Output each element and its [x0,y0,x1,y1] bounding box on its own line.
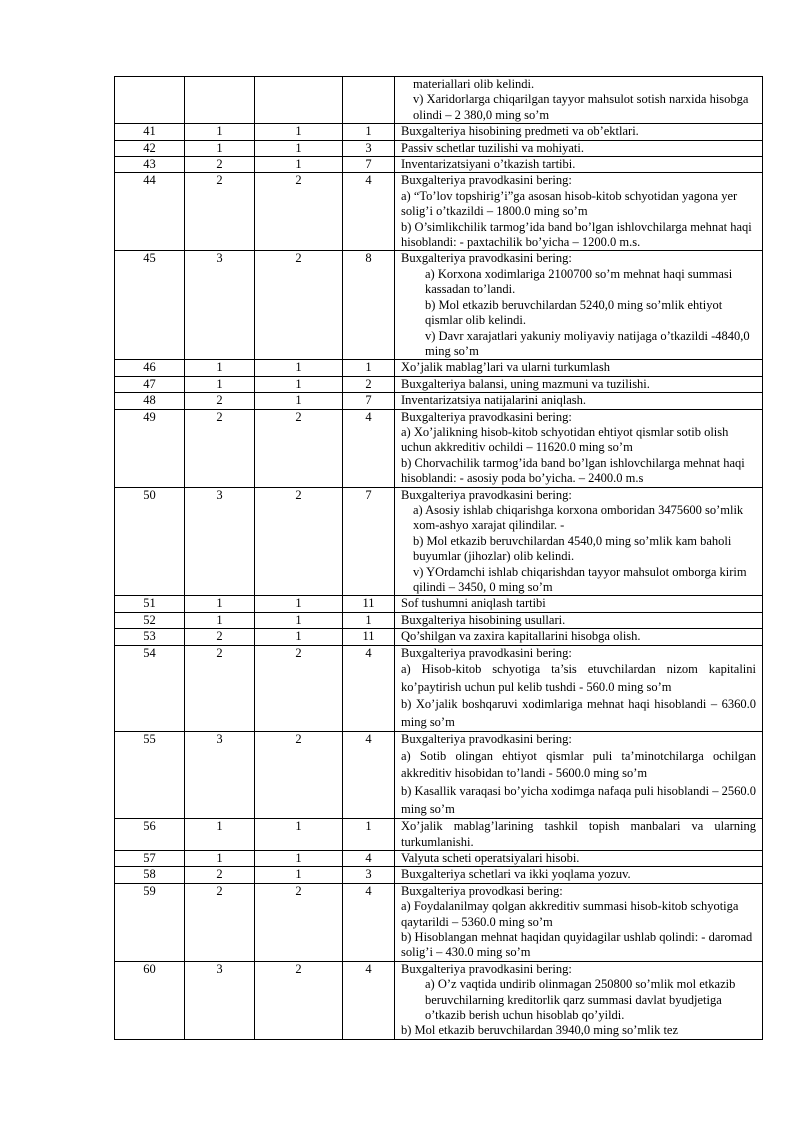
question-line: a) Asosiy ishlab chiqarishga korxona omboridan 3475600 so’mlik xom-ashyo xarajat qilindilar. - [413,502,744,533]
question-text-cell [395,629,763,645]
question-number-cell: 53 [115,629,185,645]
question-number-cell: 44 [115,173,185,251]
question-line: v) Davr xarajatlari yakuniy moliyaviy natijaga o’tkazildi -4840,0 ming so’m [425,328,750,358]
question-text-cell [395,645,763,732]
table-row [115,251,763,360]
question-line: v) YOrdamchi ishlab chiqarishdan tayyor mahsulot omborga kirim qilindi – 3450, 0 ming so’m [413,564,747,594]
question-number-cell: 43 [115,157,185,173]
question-text-cell [395,251,763,360]
question-number-cell: 58 [115,867,185,883]
question-line: Passiv schetlar tuzilishi va mohiyati. [401,140,584,155]
question-number-cell: 60 [115,961,185,1039]
question-line: b) Chorvachilik tarmog’ida band bo’lgan ishlovchilarga mehnat haqi hisoblandi: - asosiy poda bo’yicha. – 2400.0 m.s [401,455,745,486]
question-line: Xo’jalik mablag’lari va ularni turkumlash [401,360,610,375]
category-cell: 1 [255,629,343,645]
question-line: a) Foydalanilmay qolgan akkreditiv summasi hisob-kitob schyotiga qaytarildi – 5360.0 ming so’m [401,899,739,929]
table-row [115,883,763,961]
question-line: Sof tushumni aniqlash tartibi [401,596,546,611]
category-cell: 1 [255,612,343,628]
question-line: b) Xo’jalik boshqaruvi xodimlariga mehnat haqi hisoblandi – 6360.0 ming so’m [401,697,756,729]
difficulty-cell: 2 [185,867,255,883]
question-number-cell: 57 [115,851,185,867]
difficulty-cell: 1 [185,819,255,851]
question-number-cell: 50 [115,487,185,596]
category-cell: 1 [255,157,343,173]
question-text-cell [395,360,763,376]
category-cell: 1 [255,851,343,867]
category-cell: 1 [255,596,343,612]
question-line: Qo’shilgan va zaxira kapitallarini hisobga olish. [401,629,641,644]
category-cell: 2 [255,251,343,360]
topic-cell: 4 [343,645,395,732]
topic-cell: 11 [343,596,395,612]
category-cell [255,77,343,124]
question-line: Buxgalteriya pravodkasini bering: [401,409,572,424]
table-row [115,596,763,612]
question-line: Inventarizatsiya natijalarini aniqlash. [401,393,586,408]
topic-cell: 1 [343,612,395,628]
topic-cell: 1 [343,124,395,140]
topic-cell: 11 [343,629,395,645]
table-row [115,961,763,1039]
table-row [115,629,763,645]
topic-cell: 3 [343,867,395,883]
table-row [115,157,763,173]
difficulty-cell: 2 [185,393,255,409]
category-cell: 2 [255,173,343,251]
topic-cell: 7 [343,393,395,409]
question-number-cell: 54 [115,645,185,732]
document-page [114,76,762,1040]
difficulty-cell: 1 [185,851,255,867]
difficulty-cell: 3 [185,961,255,1039]
difficulty-cell: 2 [185,629,255,645]
difficulty-cell: 2 [185,409,255,487]
question-line: b) Hisoblangan mehnat haqidan quyidagilar ushlab qolindi: - daromad solig’i – 430.0 ming so’m [401,930,753,960]
question-line: b) O’simlikchilik tarmog’ida band bo’lgan ishlovchilarga mehnat haqi hisoblandi: - paxtachilik bo’yicha – 1200.0 m.s. [401,219,752,250]
question-number-cell: 48 [115,393,185,409]
question-text-cell [395,376,763,392]
question-text-cell [395,393,763,409]
topic-cell: 4 [343,851,395,867]
question-line: b) Mol etkazib beruvchilardan 3940,0 ming so’mlik tez [401,1023,679,1038]
category-cell: 2 [255,732,343,819]
difficulty-cell: 3 [185,732,255,819]
table-row [115,851,763,867]
question-line: Inventarizatsiyani o’tkazish tartibi. [401,157,576,172]
difficulty-cell: 2 [185,173,255,251]
question-line: Buxgalteriya pravodkasini bering: [401,251,572,266]
topic-cell [343,77,395,124]
question-line: a) Hisob-kitob schyotiga ta’sis etuvchilardan nizom kapitalini ko’paytirish uchun pul kelib tushdi - 560.0 ming so’m [401,662,756,694]
category-cell: 1 [255,376,343,392]
difficulty-cell: 2 [185,645,255,732]
question-line: materiallari olib kelindi. [413,77,535,91]
question-number-cell: 46 [115,360,185,376]
category-cell: 1 [255,867,343,883]
table-row [115,409,763,487]
difficulty-cell: 2 [185,883,255,961]
question-number-cell: 55 [115,732,185,819]
difficulty-cell: 3 [185,487,255,596]
category-cell: 2 [255,883,343,961]
table-row [115,612,763,628]
topic-cell: 4 [343,961,395,1039]
question-number-cell [115,77,185,124]
question-number-cell: 42 [115,140,185,156]
question-number-cell: 45 [115,251,185,360]
question-number-cell: 49 [115,409,185,487]
question-line: Buxgalteriya pravodkasini bering: [401,487,572,502]
topic-cell: 4 [343,409,395,487]
question-line: Buxgalteriya hisobining usullari. [401,612,566,627]
table-row [115,173,763,251]
question-line: Buxgalteriya pravodkasini bering: [401,961,572,976]
question-text-cell [395,851,763,867]
question-text-cell [395,173,763,251]
question-number-cell: 59 [115,883,185,961]
question-line: a) Sotib olingan ehtiyot qismlar puli ta’minotchilarga ochilgan akkreditiv hisobidan to’landi - 5600.0 ming so’m [401,748,756,781]
category-cell: 2 [255,645,343,732]
question-line: Buxgalteriya schetlari va ikki yoqlama yozuv. [401,867,631,882]
question-text-cell [395,883,763,961]
category-cell: 1 [255,140,343,156]
question-number-cell: 51 [115,596,185,612]
table-row [115,819,763,851]
category-cell: 2 [255,409,343,487]
difficulty-cell: 1 [185,124,255,140]
difficulty-cell: 1 [185,140,255,156]
topic-cell: 4 [343,883,395,961]
question-line: b) Mol etkazib beruvchilardan 5240,0 ming so’mlik ehtiyot qismlar olib kelindi. [425,297,723,328]
question-line: Buxgalteriya hisobining predmeti va ob’ektlari. [401,124,639,139]
questions-table [114,76,763,1040]
question-line: Buxgalteriya balansi, uning mazmuni va tuzilishi. [401,376,650,391]
question-text-cell [395,409,763,487]
table-row [115,376,763,392]
question-text-cell [395,157,763,173]
difficulty-cell: 1 [185,376,255,392]
difficulty-cell: 2 [185,157,255,173]
category-cell: 2 [255,487,343,596]
question-line: Buxgalteriya pravodkasini bering: [401,645,572,660]
question-number-cell: 47 [115,376,185,392]
topic-cell: 1 [343,360,395,376]
category-cell: 1 [255,393,343,409]
question-line: Buxgalteriya pravodkasini bering: [401,173,572,188]
topic-cell: 4 [343,173,395,251]
table-row [115,867,763,883]
question-line: a) “To’lov topshirig’i”ga asosan hisob-kitob schyotidan yagona yer solig’i o’tkazildi – 1800.0 ming so’m [401,188,738,219]
table-row [115,487,763,596]
category-cell: 1 [255,360,343,376]
question-text-cell [395,487,763,596]
table-row [115,140,763,156]
table-row [115,393,763,409]
difficulty-cell: 1 [185,596,255,612]
question-line: b) Kasallik varaqasi bo’yicha xodimga nafaqa puli hisoblandi – 2560.0 ming so’m [401,784,756,816]
question-line: b) Mol etkazib beruvchilardan 4540,0 ming so’mlik kam baholi buyumlar (jihozlar) olib kelindi. [413,533,732,564]
question-number-cell: 56 [115,819,185,851]
question-line: a) O’z vaqtida undirib olinmagan 250800 so’mlik mol etkazib beruvchilarning kreditorlik qarz summasi davlat byudjetiga o’tkazib berish uchun hisoblab qo’yildi. [425,977,736,1023]
question-text-cell [395,819,763,851]
question-line: Buxgalteriya provodkasi bering: [401,883,563,898]
category-cell: 1 [255,819,343,851]
question-line: a) Korxona xodimlariga 2100700 so’m mehnat haqi summasi kassadan to’landi. [425,266,733,297]
question-text-cell [395,596,763,612]
question-line: Valyuta scheti operatsiyalari hisobi. [401,851,580,865]
question-text-cell [395,867,763,883]
difficulty-cell: 1 [185,360,255,376]
topic-cell: 7 [343,487,395,596]
question-line: v) Xaridorlarga chiqarilgan tayyor mahsulot sotish narxida hisobga olindi – 2 380,0 ming so’m [413,92,749,122]
topic-cell: 3 [343,140,395,156]
category-cell: 2 [255,961,343,1039]
topic-cell: 4 [343,732,395,819]
topic-cell: 1 [343,819,395,851]
question-text-cell [395,124,763,140]
topic-cell: 8 [343,251,395,360]
question-text-cell [395,961,763,1039]
table-row [115,732,763,819]
question-text-cell [395,612,763,628]
category-cell: 1 [255,124,343,140]
difficulty-cell: 3 [185,251,255,360]
question-text-cell [395,77,763,124]
table-row [115,360,763,376]
question-number-cell: 41 [115,124,185,140]
topic-cell: 2 [343,376,395,392]
question-line: a) Xo’jalikning hisob-kitob schyotidan ehtiyot qismlar sotib olish uchun akkreditiv ochildi – 11620.0 ming so’m [401,424,729,455]
table-row [115,77,763,124]
difficulty-cell [185,77,255,124]
difficulty-cell: 1 [185,612,255,628]
table-row [115,645,763,732]
topic-cell: 7 [343,157,395,173]
question-number-cell: 52 [115,612,185,628]
question-text-cell [395,732,763,819]
table-row [115,124,763,140]
question-line: Xo’jalik mablag’larining tashkil topish manbalari va ularning turkumlanishi. [401,819,756,849]
question-line: Buxgalteriya pravodkasini bering: [401,732,572,747]
question-text-cell [395,140,763,156]
